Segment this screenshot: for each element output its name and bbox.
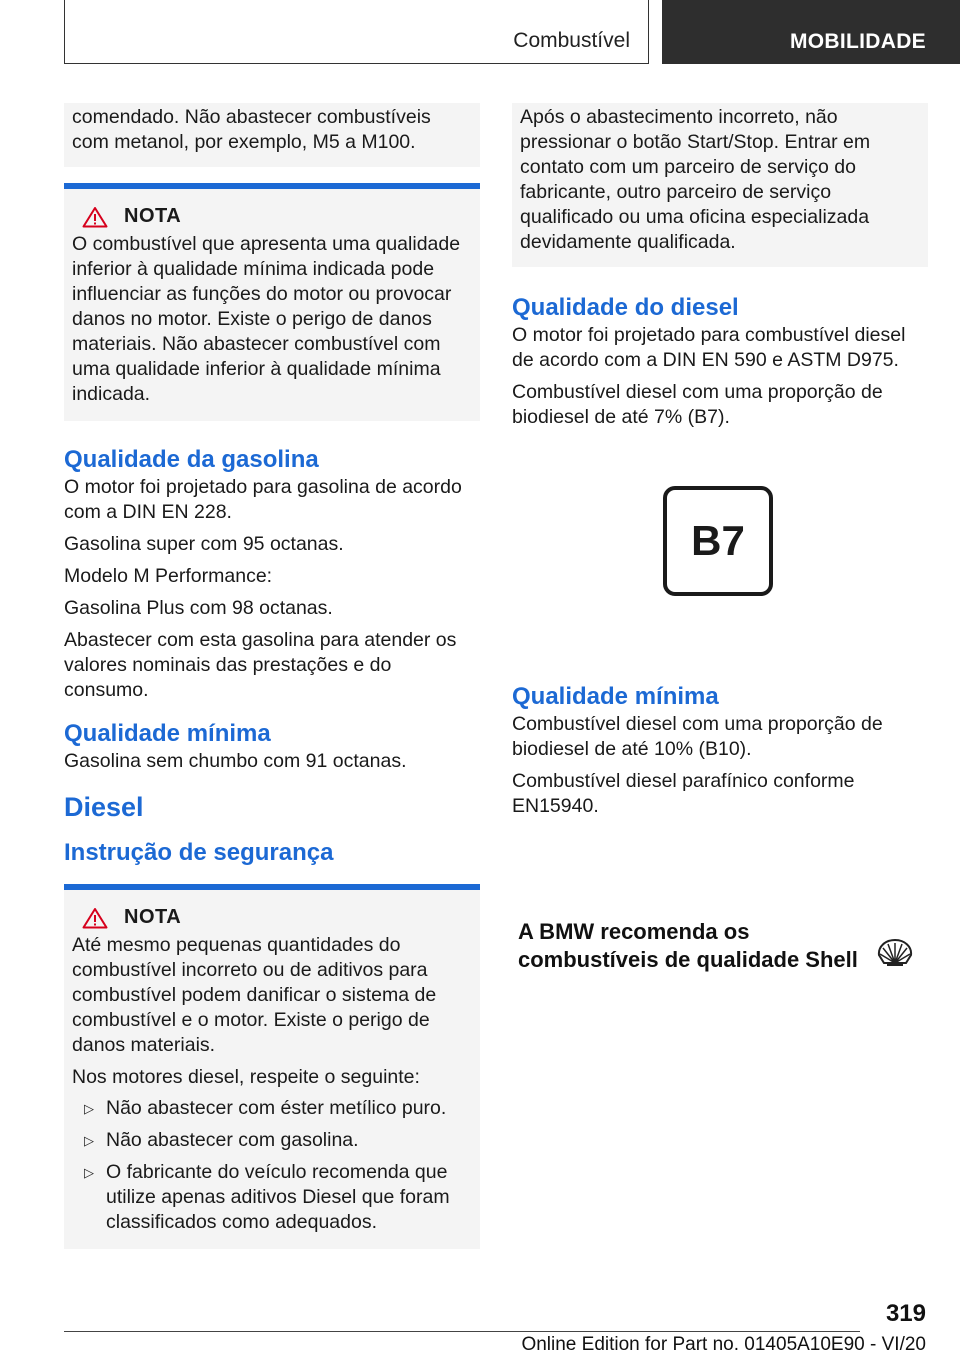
triangle-bullet-icon: ▷ bbox=[84, 1165, 94, 1180]
b7-fuel-label-icon bbox=[663, 486, 773, 596]
note-text: Até mesmo pequenas quantidades do combustível incorreto ou de aditivos para combustível podem danificar o sistema de combustível e o motor. Existe o perigo de danos materiais. bbox=[72, 934, 437, 1056]
list-item: ▷ O fabricante do veículo recomenda que utilize apenas aditivos Diesel que foram classificados como adequados. bbox=[72, 1160, 472, 1235]
note-text: O combustível que apresenta uma qualidade inferior à qualidade mínima indicada pode influenciar as funções do motor ou provocar danos no motor. Existe o perigo de danos materiais. Não abastecer combustível com uma qualidade inferior à qualidade mínima indicada. bbox=[72, 233, 461, 405]
note-box-quality bbox=[64, 183, 480, 421]
heading-minimum-quality: Qualidade mínima bbox=[64, 720, 271, 747]
paragraph: Combustível diesel com uma proporção de biodiesel de até 7% (B7). bbox=[512, 381, 883, 428]
note-title: NOTA bbox=[124, 906, 182, 928]
right-column bbox=[512, 103, 928, 430]
shell-line-2: combustíveis de qualidade Shell bbox=[518, 947, 858, 972]
header-section-tab bbox=[64, 0, 649, 64]
header-section-title: Combustível bbox=[513, 29, 630, 52]
paragraph: O motor foi projetado para gasolina de acordo com a DIN EN 228. bbox=[64, 476, 462, 523]
footer-edition: Online Edition for Part no. 01405A10E90 - VI/20 bbox=[521, 1334, 926, 1355]
continued-text-box bbox=[512, 103, 928, 267]
page-number: 319 bbox=[885, 1300, 926, 1327]
warning-icon bbox=[82, 907, 108, 929]
right-column-lower bbox=[512, 682, 928, 819]
shell-line-1: A BMW recomenda os bbox=[518, 919, 750, 944]
paragraph: Gasolina Plus com 98 octanas. bbox=[64, 597, 333, 619]
note-list bbox=[72, 1096, 472, 1235]
list-item: ▷ Não abastecer com éster metílico puro. bbox=[72, 1096, 472, 1121]
footer-divider bbox=[64, 1331, 860, 1332]
triangle-bullet-icon: ▷ bbox=[84, 1133, 94, 1148]
note-box-diesel bbox=[64, 884, 480, 1249]
shell-logo-icon bbox=[876, 938, 914, 968]
list-item: ▷ Não abastecer com gasolina. bbox=[72, 1128, 472, 1153]
paragraph: Abastecer com esta gasolina para atender os valores nominais das prestações e do consumo. bbox=[64, 629, 457, 701]
note-text: Nos motores diesel, respeite o seguinte: bbox=[72, 1066, 420, 1088]
heading-minimum-quality: Qualidade mínima bbox=[512, 683, 719, 710]
shell-recommendation bbox=[518, 918, 918, 974]
left-column bbox=[64, 103, 480, 1249]
header-chapter-title: MOBILIDADE bbox=[790, 30, 926, 53]
b7-label-text: B7 bbox=[691, 517, 745, 564]
paragraph: O motor foi projetado para combustível diesel de acordo com a DIN EN 590 e ASTM D975. bbox=[512, 324, 906, 371]
paragraph: Gasolina super com 95 octanas. bbox=[64, 533, 344, 555]
header-chapter-tab bbox=[662, 0, 960, 64]
continued-text-box bbox=[64, 103, 480, 167]
note-title: NOTA bbox=[124, 205, 182, 227]
triangle-bullet-icon: ▷ bbox=[84, 1101, 94, 1116]
warning-icon bbox=[82, 206, 108, 228]
paragraph: Combustível diesel com uma proporção de biodiesel de até 10% (B10). bbox=[512, 713, 883, 760]
heading-gasoline-quality: Qualidade da gasolina bbox=[64, 446, 319, 473]
heading-diesel-quality: Qualidade do diesel bbox=[512, 294, 739, 321]
paragraph: Gasolina sem chumbo com 91 octanas. bbox=[64, 750, 407, 772]
continued-paragraph: comendado. Não abastecer combustíveis com metanol, por exemplo, M5 a M100. bbox=[72, 106, 431, 153]
heading-diesel: Diesel bbox=[64, 792, 144, 822]
continued-paragraph: Após o abastecimento incorreto, não pressionar o botão Start/Stop. Entrar em contato com um parceiro de serviço do fabricante, outro parceiro de serviço qualificado ou uma oficina especializada devidamente qualificada. bbox=[520, 106, 871, 253]
paragraph: Modelo M Performance: bbox=[64, 565, 273, 587]
paragraph: Combustível diesel parafínico conforme EN15940. bbox=[512, 770, 855, 817]
heading-safety-instruction: Instrução de segurança bbox=[64, 839, 334, 866]
